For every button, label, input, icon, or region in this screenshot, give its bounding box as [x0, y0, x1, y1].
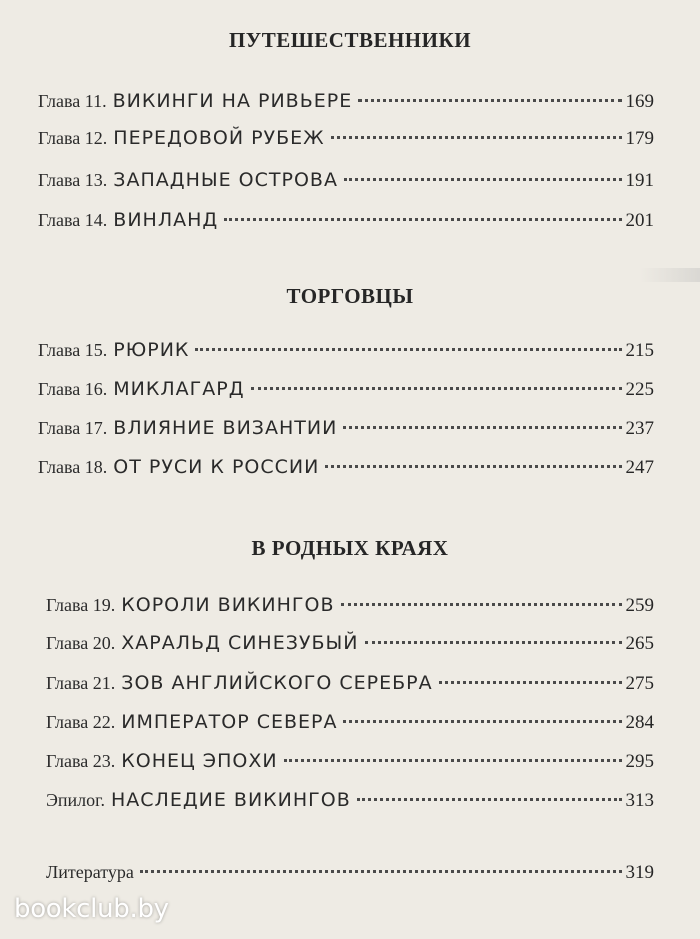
section-title-traders: ТОРГОВЦЫ — [286, 284, 414, 308]
toc-entry — [38, 205, 654, 235]
chapter-title: ИМПЕРАТОР СЕВЕРА — [121, 711, 338, 733]
dot-leader — [358, 99, 621, 102]
dot-leader — [344, 178, 622, 181]
chapter-title: РЮРИК — [113, 339, 190, 361]
page-number: 265 — [625, 633, 654, 654]
page-number: 259 — [625, 595, 654, 616]
page-number: 313 — [625, 790, 654, 811]
chapter-title: ВЛИЯНИЕ ВИЗАНТИИ — [113, 417, 338, 439]
page-number: 201 — [625, 210, 654, 231]
toc-entry — [38, 123, 654, 153]
literature-title: Литература — [46, 862, 134, 882]
chapter-label: Глава 15. — [38, 340, 108, 360]
chapter-label: Глава 20. — [46, 633, 116, 653]
dot-leader — [284, 759, 622, 762]
dot-leader — [251, 387, 622, 390]
page-number: 237 — [625, 418, 654, 439]
chapter-title: МИКЛАГАРД — [113, 378, 245, 400]
chapter-label: Глава 23. — [46, 751, 116, 771]
chapter-title: ХАРАЛЬД СИНЕЗУБЫЙ — [121, 632, 359, 654]
chapter-label: Глава 22. — [46, 712, 116, 732]
page-number: 284 — [625, 712, 654, 733]
toc-entry — [46, 590, 654, 620]
chapter-label: Глава 12. — [38, 128, 108, 148]
show-through-smudge — [640, 268, 700, 282]
watermark-logo: bookclub.by — [14, 894, 169, 924]
page-number: 179 — [625, 128, 654, 149]
page-number: 225 — [625, 379, 654, 400]
toc-entry-literature — [46, 857, 654, 887]
chapter-label: Глава 13. — [38, 170, 108, 190]
chapter-title: ВИНЛАНД — [113, 209, 219, 231]
chapter-label: Глава 17. — [38, 418, 108, 438]
toc-entry — [38, 374, 654, 404]
chapter-label: Глава 18. — [38, 457, 108, 477]
page-number: 215 — [625, 340, 654, 361]
toc-entry — [46, 746, 654, 776]
toc-entry — [38, 335, 654, 365]
toc-entry — [38, 452, 654, 482]
toc-entry — [38, 413, 654, 443]
toc-entry — [46, 668, 654, 698]
page-number: 247 — [625, 457, 654, 478]
toc-entry — [38, 165, 654, 195]
toc-entry — [46, 785, 654, 815]
chapter-title: ПЕРЕДОВОЙ РУБЕЖ — [113, 127, 325, 149]
chapter-title: ОТ РУСИ К РОССИИ — [113, 456, 320, 478]
chapter-title: ВИКИНГИ НА РИВЬЕРЕ — [112, 90, 353, 112]
chapter-label: Эпилог. — [46, 790, 105, 810]
dot-leader — [341, 603, 622, 606]
chapter-title: КОНЕЦ ЭПОХИ — [121, 750, 278, 772]
chapter-label: Глава 11. — [38, 91, 107, 111]
dot-leader — [357, 798, 622, 801]
dot-leader — [343, 720, 621, 723]
page-number: 169 — [625, 91, 654, 112]
dot-leader — [439, 681, 622, 684]
dot-leader — [331, 136, 622, 139]
chapter-title: НАСЛЕДИЕ ВИКИНГОВ — [110, 789, 351, 811]
toc-entry — [38, 86, 654, 116]
chapter-label: Глава 16. — [38, 379, 108, 399]
chapter-label: Глава 19. — [46, 595, 116, 615]
chapter-title: ЗАПАДНЫЕ ОСТРОВА — [113, 169, 338, 191]
dot-leader — [343, 426, 621, 429]
toc-entry — [46, 707, 654, 737]
dot-leader — [140, 870, 622, 873]
chapter-label: Глава 21. — [46, 673, 116, 693]
chapter-label: Глава 14. — [38, 210, 108, 230]
page-number: 295 — [625, 751, 654, 772]
dot-leader — [325, 465, 621, 468]
dot-leader — [365, 641, 622, 644]
chapter-title: КОРОЛИ ВИКИНГОВ — [121, 594, 335, 616]
dot-leader — [195, 348, 621, 351]
page-number: 275 — [625, 673, 654, 694]
page-number: 191 — [625, 170, 654, 191]
chapter-title: ЗОВ АНГЛИЙСКОГО СЕРЕБРА — [121, 672, 433, 694]
section-title-travelers: ПУТЕШЕСТВЕННИКИ — [228, 28, 472, 52]
dot-leader — [224, 218, 621, 221]
toc-entry — [46, 628, 654, 658]
page-number: 319 — [625, 862, 654, 883]
section-title-homelands: В РОДНЫХ КРАЯХ — [251, 536, 449, 560]
